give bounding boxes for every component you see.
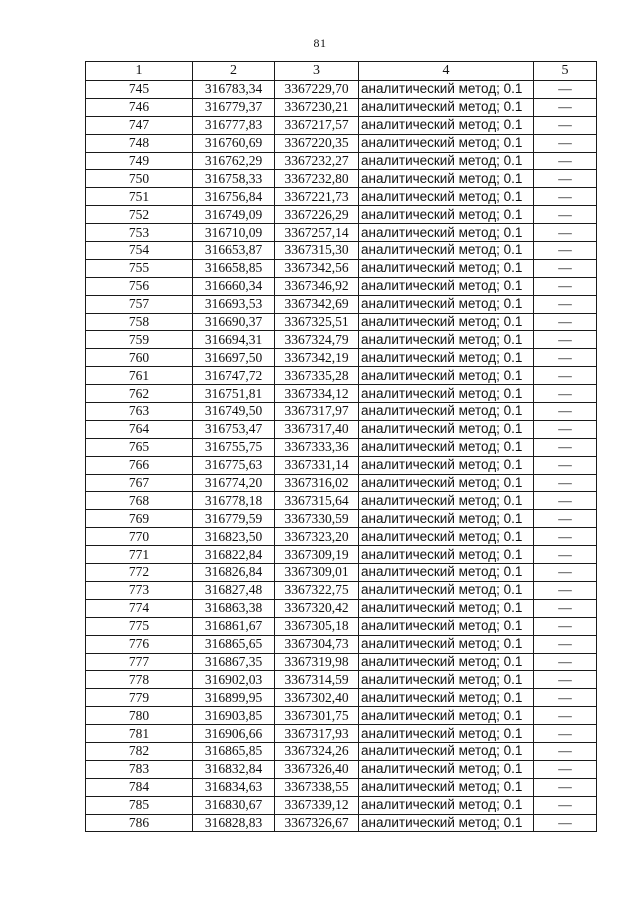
cell-x: 316902,03	[193, 671, 275, 689]
cell-description: —	[534, 242, 597, 260]
cell-x: 316822,84	[193, 546, 275, 564]
cell-point-number: 779	[86, 689, 193, 707]
cell-point-number: 782	[86, 742, 193, 760]
table-row	[86, 725, 597, 743]
cell-description: —	[534, 206, 597, 224]
cell-y: 3367346,92	[275, 277, 359, 295]
cell-description: —	[534, 814, 597, 832]
cell-method: аналитический метод; 0.1	[359, 152, 534, 170]
cell-x: 316834,63	[193, 778, 275, 796]
cell-y: 3367316,02	[275, 474, 359, 492]
cell-y: 3367324,26	[275, 742, 359, 760]
cell-y: 3367305,18	[275, 617, 359, 635]
cell-x: 316865,85	[193, 742, 275, 760]
cell-method: аналитический метод; 0.1	[359, 474, 534, 492]
cell-x: 316693,53	[193, 295, 275, 313]
cell-method: аналитический метод; 0.1	[359, 98, 534, 116]
cell-method: аналитический метод; 0.1	[359, 546, 534, 564]
cell-x: 316660,34	[193, 277, 275, 295]
cell-description: —	[534, 671, 597, 689]
table-row	[86, 420, 597, 438]
cell-point-number: 765	[86, 438, 193, 456]
cell-description: —	[534, 349, 597, 367]
cell-y: 3367314,59	[275, 671, 359, 689]
cell-method: аналитический метод; 0.1	[359, 206, 534, 224]
cell-point-number: 783	[86, 760, 193, 778]
table-row	[86, 814, 597, 832]
cell-y: 3367342,69	[275, 295, 359, 313]
cell-point-number: 770	[86, 528, 193, 546]
cell-y: 3367338,55	[275, 778, 359, 796]
table-row	[86, 81, 597, 99]
table-body	[86, 81, 597, 832]
cell-point-number: 748	[86, 134, 193, 152]
table-row	[86, 98, 597, 116]
cell-point-number: 762	[86, 385, 193, 403]
cell-description: —	[534, 778, 597, 796]
cell-method: аналитический метод; 0.1	[359, 438, 534, 456]
cell-point-number: 771	[86, 546, 193, 564]
cell-x: 316755,75	[193, 438, 275, 456]
table-row	[86, 492, 597, 510]
cell-x: 316832,84	[193, 760, 275, 778]
table-row	[86, 528, 597, 546]
cell-y: 3367342,19	[275, 349, 359, 367]
coordinates-table	[85, 61, 597, 832]
cell-point-number: 778	[86, 671, 193, 689]
cell-x: 316783,34	[193, 81, 275, 99]
table-row	[86, 742, 597, 760]
cell-method: аналитический метод; 0.1	[359, 742, 534, 760]
table-row	[86, 349, 597, 367]
cell-y: 3367317,97	[275, 403, 359, 421]
cell-description: —	[534, 725, 597, 743]
cell-y: 3367309,01	[275, 564, 359, 582]
table-row	[86, 313, 597, 331]
cell-point-number: 777	[86, 653, 193, 671]
cell-y: 3367229,70	[275, 81, 359, 99]
cell-method: аналитический метод; 0.1	[359, 116, 534, 134]
cell-point-number: 759	[86, 331, 193, 349]
table-row	[86, 474, 597, 492]
table-row	[86, 385, 597, 403]
cell-y: 3367325,51	[275, 313, 359, 331]
cell-method: аналитический метод; 0.1	[359, 277, 534, 295]
cell-point-number: 774	[86, 599, 193, 617]
cell-description: —	[534, 420, 597, 438]
cell-point-number: 750	[86, 170, 193, 188]
table-row	[86, 796, 597, 814]
cell-point-number: 781	[86, 725, 193, 743]
table-row	[86, 170, 597, 188]
cell-x: 316690,37	[193, 313, 275, 331]
cell-point-number: 753	[86, 224, 193, 242]
cell-y: 3367331,14	[275, 456, 359, 474]
table-row	[86, 331, 597, 349]
cell-y: 3367317,93	[275, 725, 359, 743]
cell-x: 316779,37	[193, 98, 275, 116]
cell-description: —	[534, 581, 597, 599]
cell-method: аналитический метод; 0.1	[359, 778, 534, 796]
table-header-row	[86, 62, 597, 81]
table-row	[86, 635, 597, 653]
table-row	[86, 617, 597, 635]
cell-point-number: 746	[86, 98, 193, 116]
table-row	[86, 689, 597, 707]
cell-method: аналитический метод; 0.1	[359, 796, 534, 814]
cell-method: аналитический метод; 0.1	[359, 689, 534, 707]
column-header-point-number: 1	[86, 62, 193, 81]
cell-point-number: 766	[86, 456, 193, 474]
cell-point-number: 745	[86, 81, 193, 99]
cell-y: 3367333,36	[275, 438, 359, 456]
cell-x: 316760,69	[193, 134, 275, 152]
table-row	[86, 778, 597, 796]
cell-y: 3367334,12	[275, 385, 359, 403]
cell-method: аналитический метод; 0.1	[359, 331, 534, 349]
table-row	[86, 456, 597, 474]
cell-description: —	[534, 760, 597, 778]
cell-description: —	[534, 224, 597, 242]
cell-x: 316756,84	[193, 188, 275, 206]
cell-point-number: 784	[86, 778, 193, 796]
cell-method: аналитический метод; 0.1	[359, 224, 534, 242]
cell-x: 316658,85	[193, 259, 275, 277]
cell-x: 316826,84	[193, 564, 275, 582]
table-row	[86, 277, 597, 295]
cell-description: —	[534, 295, 597, 313]
cell-y: 3367217,57	[275, 116, 359, 134]
cell-y: 3367319,98	[275, 653, 359, 671]
cell-x: 316778,18	[193, 492, 275, 510]
cell-method: аналитический метод; 0.1	[359, 760, 534, 778]
cell-x: 316865,65	[193, 635, 275, 653]
cell-method: аналитический метод; 0.1	[359, 671, 534, 689]
cell-method: аналитический метод; 0.1	[359, 707, 534, 725]
cell-y: 3367230,21	[275, 98, 359, 116]
cell-point-number: 749	[86, 152, 193, 170]
cell-point-number: 760	[86, 349, 193, 367]
cell-y: 3367330,59	[275, 510, 359, 528]
cell-method: аналитический метод; 0.1	[359, 564, 534, 582]
table-row	[86, 188, 597, 206]
cell-point-number: 757	[86, 295, 193, 313]
cell-description: —	[534, 81, 597, 99]
table-row	[86, 564, 597, 582]
cell-method: аналитический метод; 0.1	[359, 581, 534, 599]
cell-point-number: 752	[86, 206, 193, 224]
cell-x: 316863,38	[193, 599, 275, 617]
cell-description: —	[534, 474, 597, 492]
cell-description: —	[534, 313, 597, 331]
cell-y: 3367326,67	[275, 814, 359, 832]
cell-method: аналитический метод; 0.1	[359, 134, 534, 152]
cell-x: 316774,20	[193, 474, 275, 492]
cell-x: 316867,35	[193, 653, 275, 671]
cell-point-number: 786	[86, 814, 193, 832]
cell-description: —	[534, 456, 597, 474]
cell-y: 3367226,29	[275, 206, 359, 224]
cell-point-number: 767	[86, 474, 193, 492]
cell-method: аналитический метод; 0.1	[359, 313, 534, 331]
table-row	[86, 546, 597, 564]
cell-point-number: 758	[86, 313, 193, 331]
cell-y: 3367232,80	[275, 170, 359, 188]
cell-x: 316830,67	[193, 796, 275, 814]
cell-point-number: 756	[86, 277, 193, 295]
cell-description: —	[534, 438, 597, 456]
cell-y: 3367315,30	[275, 242, 359, 260]
cell-y: 3367315,64	[275, 492, 359, 510]
cell-y: 3367322,75	[275, 581, 359, 599]
cell-y: 3367335,28	[275, 367, 359, 385]
cell-description: —	[534, 98, 597, 116]
cell-description: —	[534, 170, 597, 188]
cell-y: 3367317,40	[275, 420, 359, 438]
cell-y: 3367257,14	[275, 224, 359, 242]
table-row	[86, 206, 597, 224]
cell-y: 3367301,75	[275, 707, 359, 725]
cell-y: 3367339,12	[275, 796, 359, 814]
cell-description: —	[534, 152, 597, 170]
table-row	[86, 653, 597, 671]
cell-x: 316903,85	[193, 707, 275, 725]
cell-y: 3367324,79	[275, 331, 359, 349]
cell-y: 3367220,35	[275, 134, 359, 152]
cell-point-number: 768	[86, 492, 193, 510]
cell-x: 316753,47	[193, 420, 275, 438]
cell-method: аналитический метод; 0.1	[359, 456, 534, 474]
cell-point-number: 773	[86, 581, 193, 599]
table-row	[86, 242, 597, 260]
cell-description: —	[534, 617, 597, 635]
table-row	[86, 707, 597, 725]
cell-x: 316747,72	[193, 367, 275, 385]
table-row	[86, 403, 597, 421]
cell-x: 316779,59	[193, 510, 275, 528]
cell-point-number: 751	[86, 188, 193, 206]
column-header-y: 3	[275, 62, 359, 81]
cell-description: —	[534, 367, 597, 385]
cell-y: 3367323,20	[275, 528, 359, 546]
cell-point-number: 785	[86, 796, 193, 814]
cell-description: —	[534, 188, 597, 206]
cell-x: 316749,50	[193, 403, 275, 421]
cell-point-number: 775	[86, 617, 193, 635]
cell-y: 3367326,40	[275, 760, 359, 778]
cell-description: —	[534, 599, 597, 617]
column-header-description: 5	[534, 62, 597, 81]
cell-description: —	[534, 510, 597, 528]
table-row	[86, 671, 597, 689]
cell-x: 316828,83	[193, 814, 275, 832]
cell-x: 316861,67	[193, 617, 275, 635]
cell-point-number: 747	[86, 116, 193, 134]
table-row	[86, 224, 597, 242]
cell-method: аналитический метод; 0.1	[359, 653, 534, 671]
table-row	[86, 259, 597, 277]
cell-y: 3367320,42	[275, 599, 359, 617]
page-number: 81	[313, 36, 327, 50]
cell-method: аналитический метод; 0.1	[359, 510, 534, 528]
cell-point-number: 755	[86, 259, 193, 277]
cell-y: 3367232,27	[275, 152, 359, 170]
cell-x: 316899,95	[193, 689, 275, 707]
cell-description: —	[534, 403, 597, 421]
cell-method: аналитический метод; 0.1	[359, 814, 534, 832]
table-row	[86, 116, 597, 134]
cell-method: аналитический метод; 0.1	[359, 492, 534, 510]
cell-x: 316697,50	[193, 349, 275, 367]
cell-description: —	[534, 385, 597, 403]
cell-description: —	[534, 331, 597, 349]
cell-description: —	[534, 134, 597, 152]
cell-method: аналитический метод; 0.1	[359, 170, 534, 188]
cell-description: —	[534, 492, 597, 510]
cell-point-number: 769	[86, 510, 193, 528]
cell-x: 316823,50	[193, 528, 275, 546]
cell-x: 316906,66	[193, 725, 275, 743]
cell-x: 316653,87	[193, 242, 275, 260]
cell-method: аналитический метод; 0.1	[359, 259, 534, 277]
table-row	[86, 367, 597, 385]
cell-description: —	[534, 689, 597, 707]
cell-y: 3367309,19	[275, 546, 359, 564]
cell-method: аналитический метод; 0.1	[359, 295, 534, 313]
table-row	[86, 599, 597, 617]
cell-x: 316751,81	[193, 385, 275, 403]
cell-point-number: 776	[86, 635, 193, 653]
cell-method: аналитический метод; 0.1	[359, 242, 534, 260]
cell-method: аналитический метод; 0.1	[359, 528, 534, 546]
cell-description: —	[534, 653, 597, 671]
table-row	[86, 760, 597, 778]
cell-method: аналитический метод; 0.1	[359, 403, 534, 421]
table-row	[86, 438, 597, 456]
cell-x: 316758,33	[193, 170, 275, 188]
cell-description: —	[534, 116, 597, 134]
cell-description: —	[534, 546, 597, 564]
cell-method: аналитический метод; 0.1	[359, 725, 534, 743]
cell-description: —	[534, 277, 597, 295]
table-row	[86, 510, 597, 528]
cell-description: —	[534, 259, 597, 277]
cell-method: аналитический метод; 0.1	[359, 617, 534, 635]
cell-method: аналитический метод; 0.1	[359, 349, 534, 367]
cell-description: —	[534, 635, 597, 653]
cell-point-number: 780	[86, 707, 193, 725]
table-row	[86, 295, 597, 313]
cell-point-number: 761	[86, 367, 193, 385]
cell-x: 316775,63	[193, 456, 275, 474]
cell-x: 316827,48	[193, 581, 275, 599]
cell-y: 3367342,56	[275, 259, 359, 277]
cell-description: —	[534, 796, 597, 814]
cell-method: аналитический метод; 0.1	[359, 385, 534, 403]
column-header-x: 2	[193, 62, 275, 81]
cell-method: аналитический метод; 0.1	[359, 420, 534, 438]
cell-point-number: 754	[86, 242, 193, 260]
cell-x: 316710,09	[193, 224, 275, 242]
table-row	[86, 134, 597, 152]
cell-x: 316762,29	[193, 152, 275, 170]
cell-description: —	[534, 707, 597, 725]
cell-y: 3367302,40	[275, 689, 359, 707]
cell-x: 316749,09	[193, 206, 275, 224]
table-row	[86, 581, 597, 599]
cell-method: аналитический метод; 0.1	[359, 188, 534, 206]
cell-x: 316777,83	[193, 116, 275, 134]
cell-point-number: 763	[86, 403, 193, 421]
cell-y: 3367221,73	[275, 188, 359, 206]
cell-method: аналитический метод; 0.1	[359, 635, 534, 653]
cell-point-number: 764	[86, 420, 193, 438]
cell-description: —	[534, 528, 597, 546]
cell-method: аналитический метод; 0.1	[359, 81, 534, 99]
column-header-method: 4	[359, 62, 534, 81]
cell-x: 316694,31	[193, 331, 275, 349]
cell-description: —	[534, 742, 597, 760]
cell-point-number: 772	[86, 564, 193, 582]
cell-description: —	[534, 564, 597, 582]
table-row	[86, 152, 597, 170]
cell-method: аналитический метод; 0.1	[359, 367, 534, 385]
cell-y: 3367304,73	[275, 635, 359, 653]
cell-method: аналитический метод; 0.1	[359, 599, 534, 617]
